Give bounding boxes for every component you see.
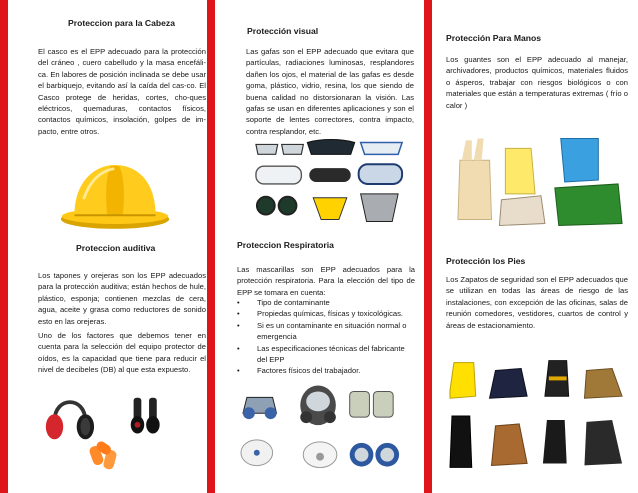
- left-edge-bar: [0, 0, 8, 493]
- respiratory-protection-title: Proteccion Respiratoria: [237, 240, 334, 250]
- safety-glasses-image: [252, 134, 410, 226]
- foot-protection-title: Protección los Pies: [446, 256, 526, 266]
- panel-hands-feet: [432, 0, 638, 493]
- respiratory-protection-intro: Las mascarillas son EPP adecuados para la protección respiratoria. Para la elección del tipo de EPP se tomara en cuenta:: [237, 265, 415, 297]
- divider-bar-2: [424, 0, 432, 493]
- safety-boots-image: [448, 355, 626, 475]
- work-gloves-image: [450, 130, 628, 228]
- foot-protection-text: Los Zapatos de seguridad son el EPP adecuados que se utilizan en todas las áreas de riesgo de las instalaciones, con excepción de las oficinas, salas de reunión comedores, vestidores, cuartos de control y áreas de estacionamiento.: [446, 275, 628, 330]
- hand-protection-text: Los guantes son el EPP adecuado al manejar, archivadores, productos químicos, materiales fluidos o ásperos, trabajar con riesgos biológicos o con materiales que están a temperaturas extremas ( frío o calor ): [446, 55, 628, 110]
- eye-protection-text: Las gafas son el EPP adecuado que evitara que partículas, radiaciones luminosas, resplandores dañen los ojos, el material de las gafas es desde goma, plástico, vidrio, resina, los que siendo de buena calidad no distorsionaran la visión. Las gafas se usan en diferentes aplicaciones y son el soporte de lentes correctores, contra impacto, contra resplandor, etc.: [246, 47, 414, 136]
- respiratory-criterion: • Las especificaciones técnicas del fabricante del EPP: [235, 343, 415, 366]
- respirator-masks-image: [239, 383, 407, 479]
- respiratory-criterion: • Factores físicos del trabajador.: [235, 365, 415, 376]
- divider-bar-1: [207, 0, 215, 493]
- respiratory-criteria-list: [235, 297, 415, 377]
- head-protection-text: El casco es el EPP adecuado para la protección del cráneo , cuero cabelludo y la masa encefáli-ca. En labores de posición inclinada se debe usar el barbiquejo, evitando así la caída del cas-co. El Casco protege de heridas, cortes, cho-ques eléctricos, quemaduras, contactos físicos, contactos químicos, insolación, golpes de im-pacto, entre otros.: [38, 47, 206, 136]
- hearing-text-1: Los tapones y orejeras son los EPP adecuados para la protección auditiva; están hechos de hule, plástico, esponja; contienen mezclas de cera, agua, aceite y grasa como reductores de sonido esto en las orejeras.: [38, 271, 206, 326]
- hearing-text-2: Uno de los factores que debemos tener en cuenta para la selección del equipo protector de oídos, es la capacidad que tiene para reducir el nivel de decibeles (DB) al que esta expuesto.: [38, 331, 206, 375]
- hearing-protection-text: [38, 270, 206, 376]
- respiratory-criterion: • Tipo de contaminante: [235, 297, 415, 308]
- hard-hat-image: [57, 155, 173, 233]
- panel-eyes-respiratory: [215, 0, 424, 493]
- panel-head-hearing: [12, 0, 206, 493]
- hand-protection-title: Protección Para Manos: [446, 33, 542, 43]
- respiratory-criterion: • Si es un contaminante en situación normal o emergencia: [235, 320, 415, 343]
- hearing-protectors-image: [40, 392, 206, 474]
- hearing-protection-title: Proteccion auditiva: [76, 243, 156, 253]
- respiratory-criterion: • Propiedas químicas, físicas y toxicológicas.: [235, 308, 415, 319]
- eye-protection-title: Protección visual: [247, 26, 319, 36]
- head-protection-title: Proteccion para la Cabeza: [68, 18, 175, 28]
